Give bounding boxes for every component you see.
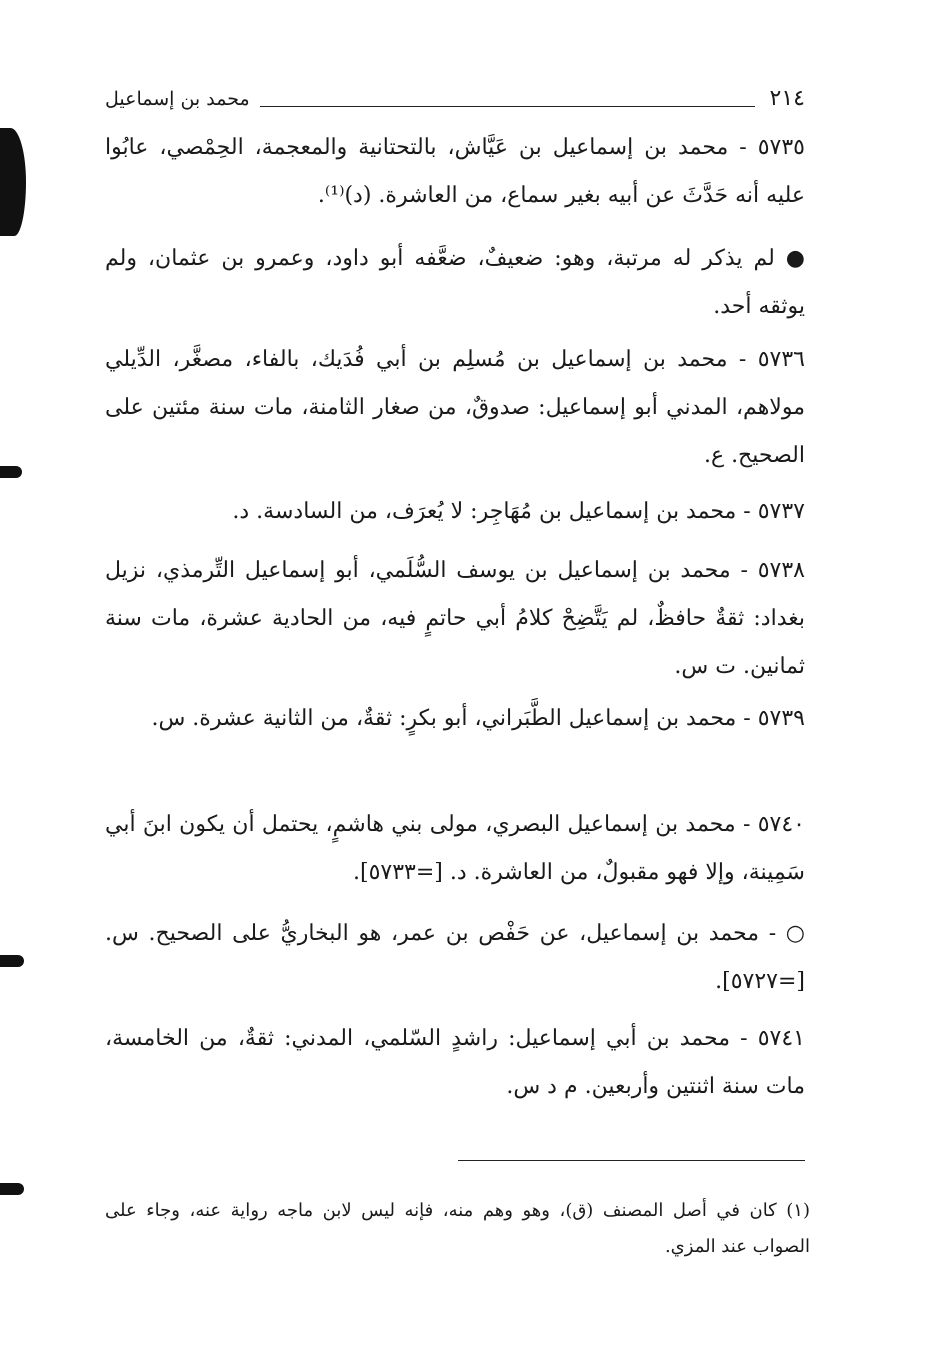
page-number: ٢١٤: [769, 86, 805, 111]
entry-5737: [105, 488, 805, 536]
editor-note: [105, 235, 805, 331]
page-header: [105, 86, 805, 116]
entry-5738: [105, 547, 805, 691]
entry-text: ٥٧٤٠ - محمد بن إسماعيل البصري، مولى بني هاشمٍ، يحتمل أن يكون ابنَ أبي سَمِينة، وإلا فهو مقبولٌ، من العاشرة. د. [=٥٧٣٣].: [105, 812, 805, 885]
entry-5735: [105, 124, 805, 220]
entry-5741: [105, 1015, 805, 1111]
scan-edge-blemish: [0, 128, 26, 236]
entry-text: ٥٧٣٩ - محمد بن إسماعيل الطَّبَراني، أبو بكرٍ: ثقةٌ، من الثانية عشرة. س.: [151, 706, 805, 731]
entry-5736: [105, 336, 805, 480]
entry-5740: [105, 801, 805, 897]
scan-edge-mark: [0, 1183, 24, 1195]
entry-text: ٥٧٣٧ - محمد بن إسماعيل بن مُهَاجِر: لا يُعرَف، من السادسة. د.: [232, 499, 805, 524]
entry-text: ٥٧٣٦ - محمد بن إسماعيل بن مُسلِم بن أبي فُدَيك، بالفاء، مصغَّر، الدِّيلي مولاهم، المدني أبو إسماعيل: صدوقٌ، من صغار الثامنة، مات سنة مئتين على الصحيح. ع.: [105, 347, 805, 468]
running-title: محمد بن إسماعيل: [105, 88, 250, 110]
footnote: [105, 1193, 810, 1265]
footnote-text: (١) كان في أصل المصنف (ق)، وهو وهم منه، فإنه ليس لابن ماجه رواية عنه، وجاء على الصواب عند المزي.: [105, 1200, 810, 1257]
entry-text: ٥٧٣٥ - محمد بن إسماعيل بن عَيَّاش، بالتحتانية والمعجمة، الحِمْصي، عابُوا عليه أنه حَدَّثَ عن أبيه بغير سماع، من العاشرة. (د)⁽¹⁾.: [105, 135, 805, 208]
scan-edge-mark: [0, 466, 22, 478]
entry-text: ○ - محمد بن إسماعيل، عن حَفْص بن عمر، هو البخاريُّ على الصحيح. س. [=٥٧٢٧].: [105, 921, 805, 994]
entry-text: ● لم يذكر له مرتبة، وهو: ضعيفٌ، ضعَّفه أبو داود، وعمرو بن عثمان، ولم يوثقه أحد.: [105, 246, 805, 319]
entry-5739: [105, 695, 805, 743]
scan-edge-mark: [0, 955, 24, 967]
entry-text: ٥٧٤١ - محمد بن أبي إسماعيل: راشدٍ السّلمي، المدني: ثقةٌ، من الخامسة، مات سنة اثنتين وأربعين. م د س.: [105, 1026, 805, 1099]
footnote-rule: [458, 1160, 805, 1161]
header-rule: [260, 106, 755, 107]
entry-text: ٥٧٣٨ - محمد بن إسماعيل بن يوسف السُّلَمي، أبو إسماعيل التِّرمذي، نزيل بغداد: ثقةٌ حافظٌ، لم يَتَّضِحْ كلامُ أبي حاتمٍ فيه، من الحادية عشرة، مات سنة ثمانين. ت س.: [105, 558, 805, 679]
cross-reference-entry: [105, 910, 805, 1006]
